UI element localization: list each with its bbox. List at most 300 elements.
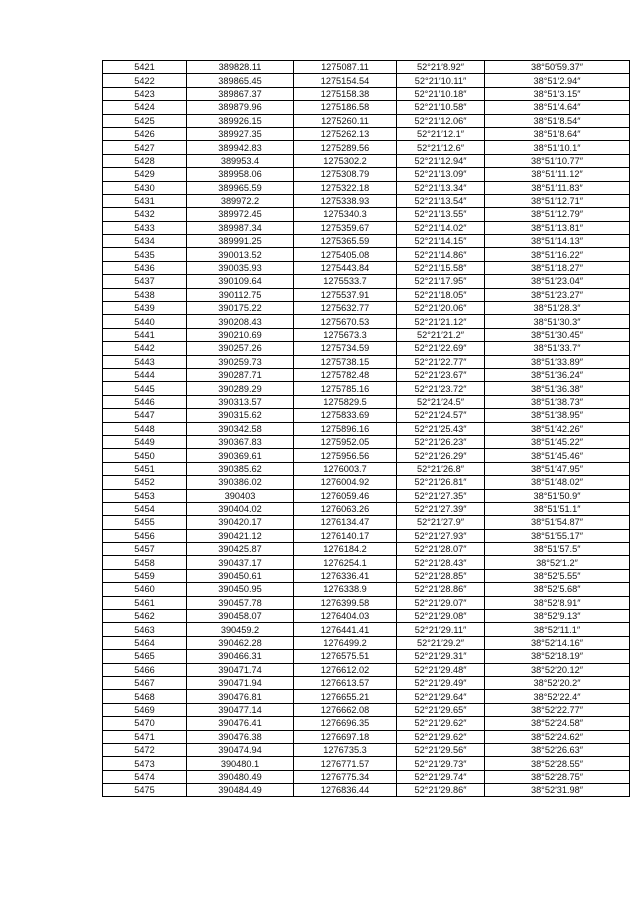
table-row: [103, 730, 630, 743]
table-row: [103, 610, 630, 623]
table-row: [103, 342, 630, 355]
table-row: [103, 181, 630, 194]
x-coordinate-cell: 389942.83: [187, 141, 294, 154]
y-coordinate-cell: 1275340.3: [294, 208, 397, 221]
x-coordinate-cell: 390112.75: [187, 288, 294, 301]
latitude-cell: 52°21′27.9″: [397, 516, 485, 529]
x-coordinate-cell: 389972.2: [187, 194, 294, 207]
x-coordinate-cell: 389879.96: [187, 101, 294, 114]
table-row: [103, 556, 630, 569]
x-coordinate-cell: 390013.52: [187, 248, 294, 261]
longitude-cell: 38°51′3.15″: [485, 87, 630, 100]
x-coordinate-cell: 390315.62: [187, 409, 294, 422]
point-number-cell: 5442: [103, 342, 187, 355]
point-number-cell: 5421: [103, 61, 187, 74]
point-number-cell: 5463: [103, 623, 187, 636]
x-coordinate-cell: 389926.15: [187, 114, 294, 127]
y-coordinate-cell: 1276775.34: [294, 770, 397, 783]
latitude-cell: 52°21′29.08″: [397, 610, 485, 623]
longitude-cell: 38°51′4.64″: [485, 101, 630, 114]
table-row: [103, 382, 630, 395]
y-coordinate-cell: 1275289.56: [294, 141, 397, 154]
point-number-cell: 5460: [103, 583, 187, 596]
table-row: [103, 395, 630, 408]
latitude-cell: 52°21′29.73″: [397, 757, 485, 770]
table-row: [103, 489, 630, 502]
table-row: [103, 583, 630, 596]
y-coordinate-cell: 1275785.16: [294, 382, 397, 395]
table-row: [103, 168, 630, 181]
longitude-cell: 38°50′59.37″: [485, 61, 630, 74]
point-number-cell: 5446: [103, 395, 187, 408]
table-row: [103, 757, 630, 770]
longitude-cell: 38°51′42.26″: [485, 422, 630, 435]
y-coordinate-cell: 1276612.02: [294, 663, 397, 676]
table-row: [103, 449, 630, 462]
longitude-cell: 38°51′12.71″: [485, 194, 630, 207]
table-row: [103, 676, 630, 689]
latitude-cell: 52°21′29.64″: [397, 690, 485, 703]
table-row: [103, 288, 630, 301]
latitude-cell: 52°21′22.69″: [397, 342, 485, 355]
x-coordinate-cell: 390210.69: [187, 328, 294, 341]
table-row: [103, 194, 630, 207]
longitude-cell: 38°52′5.55″: [485, 569, 630, 582]
y-coordinate-cell: 1276063.26: [294, 502, 397, 515]
y-coordinate-cell: 1276655.21: [294, 690, 397, 703]
latitude-cell: 52°21′14.02″: [397, 221, 485, 234]
table-row: [103, 409, 630, 422]
longitude-cell: 38°51′28.3″: [485, 302, 630, 315]
point-number-cell: 5447: [103, 409, 187, 422]
x-coordinate-cell: 390289.29: [187, 382, 294, 395]
point-number-cell: 5449: [103, 435, 187, 448]
latitude-cell: 52°21′22.77″: [397, 355, 485, 368]
latitude-cell: 52°21′24.57″: [397, 409, 485, 422]
table-row: [103, 114, 630, 127]
longitude-cell: 38°51′45.46″: [485, 449, 630, 462]
latitude-cell: 52°21′29.11″: [397, 623, 485, 636]
x-coordinate-cell: 390420.17: [187, 516, 294, 529]
table-row: [103, 275, 630, 288]
table-row: [103, 569, 630, 582]
latitude-cell: 52°21′29.49″: [397, 676, 485, 689]
x-coordinate-cell: 390259.73: [187, 355, 294, 368]
y-coordinate-cell: 1275670.53: [294, 315, 397, 328]
y-coordinate-cell: 1275896.16: [294, 422, 397, 435]
y-coordinate-cell: 1276613.57: [294, 676, 397, 689]
latitude-cell: 52°21′25.43″: [397, 422, 485, 435]
y-coordinate-cell: 1276499.2: [294, 636, 397, 649]
latitude-cell: 52°21′12.6″: [397, 141, 485, 154]
latitude-cell: 52°21′27.39″: [397, 502, 485, 515]
point-number-cell: 5430: [103, 181, 187, 194]
y-coordinate-cell: 1275405.08: [294, 248, 397, 261]
longitude-cell: 38°51′50.9″: [485, 489, 630, 502]
y-coordinate-cell: 1275632.77: [294, 302, 397, 315]
point-number-cell: 5456: [103, 529, 187, 542]
table-row: [103, 636, 630, 649]
x-coordinate-cell: 390386.02: [187, 476, 294, 489]
longitude-cell: 38°51′13.81″: [485, 221, 630, 234]
y-coordinate-cell: 1276399.58: [294, 596, 397, 609]
latitude-cell: 52°21′8.92″: [397, 61, 485, 74]
y-coordinate-cell: 1275782.48: [294, 368, 397, 381]
latitude-cell: 52°21′29.31″: [397, 650, 485, 663]
x-coordinate-cell: 389865.45: [187, 74, 294, 87]
latitude-cell: 52°21′13.54″: [397, 194, 485, 207]
point-number-cell: 5440: [103, 315, 187, 328]
x-coordinate-cell: 390474.94: [187, 743, 294, 756]
point-number-cell: 5435: [103, 248, 187, 261]
x-coordinate-cell: 390342.58: [187, 422, 294, 435]
x-coordinate-cell: 390404.02: [187, 502, 294, 515]
table-row: [103, 690, 630, 703]
point-number-cell: 5465: [103, 650, 187, 663]
table-row: [103, 663, 630, 676]
x-coordinate-cell: 389987.34: [187, 221, 294, 234]
longitude-cell: 38°52′22.77″: [485, 703, 630, 716]
point-number-cell: 5433: [103, 221, 187, 234]
longitude-cell: 38°52′28.75″: [485, 770, 630, 783]
y-coordinate-cell: 1276134.47: [294, 516, 397, 529]
x-coordinate-cell: 390462.28: [187, 636, 294, 649]
table-row: [103, 127, 630, 140]
longitude-cell: 38°51′36.38″: [485, 382, 630, 395]
table-row: [103, 596, 630, 609]
point-number-cell: 5443: [103, 355, 187, 368]
point-number-cell: 5462: [103, 610, 187, 623]
point-number-cell: 5468: [103, 690, 187, 703]
table-row: [103, 623, 630, 636]
point-number-cell: 5453: [103, 489, 187, 502]
longitude-cell: 38°51′23.04″: [485, 275, 630, 288]
y-coordinate-cell: 1275833.69: [294, 409, 397, 422]
y-coordinate-cell: 1276184.2: [294, 543, 397, 556]
longitude-cell: 38°52′18.19″: [485, 650, 630, 663]
table-row: [103, 703, 630, 716]
x-coordinate-cell: 390109.64: [187, 275, 294, 288]
latitude-cell: 52°21′18.05″: [397, 288, 485, 301]
table-row: [103, 302, 630, 315]
longitude-cell: 38°51′57.5″: [485, 543, 630, 556]
y-coordinate-cell: 1276575.51: [294, 650, 397, 663]
latitude-cell: 52°21′21.2″: [397, 328, 485, 341]
table-row: [103, 221, 630, 234]
longitude-cell: 38°51′38.95″: [485, 409, 630, 422]
y-coordinate-cell: 1276059.46: [294, 489, 397, 502]
x-coordinate-cell: 390476.41: [187, 717, 294, 730]
point-number-cell: 5467: [103, 676, 187, 689]
x-coordinate-cell: 389953.4: [187, 154, 294, 167]
table-row: [103, 87, 630, 100]
y-coordinate-cell: 1275956.56: [294, 449, 397, 462]
point-number-cell: 5441: [103, 328, 187, 341]
y-coordinate-cell: 1276696.35: [294, 717, 397, 730]
latitude-cell: 52°21′26.29″: [397, 449, 485, 462]
x-coordinate-cell: 390208.43: [187, 315, 294, 328]
y-coordinate-cell: 1276771.57: [294, 757, 397, 770]
point-number-cell: 5434: [103, 235, 187, 248]
point-number-cell: 5473: [103, 757, 187, 770]
x-coordinate-cell: 390477.14: [187, 703, 294, 716]
x-coordinate-cell: 390457.78: [187, 596, 294, 609]
longitude-cell: 38°52′1.2″: [485, 556, 630, 569]
longitude-cell: 38°52′14.16″: [485, 636, 630, 649]
longitude-cell: 38°51′10.1″: [485, 141, 630, 154]
point-number-cell: 5452: [103, 476, 187, 489]
point-number-cell: 5464: [103, 636, 187, 649]
latitude-cell: 52°21′29.2″: [397, 636, 485, 649]
y-coordinate-cell: 1276140.17: [294, 529, 397, 542]
y-coordinate-cell: 1275338.93: [294, 194, 397, 207]
x-coordinate-cell: 390459.2: [187, 623, 294, 636]
y-coordinate-cell: 1275734.59: [294, 342, 397, 355]
longitude-cell: 38°51′47.95″: [485, 462, 630, 475]
latitude-cell: 52°21′15.58″: [397, 261, 485, 274]
longitude-cell: 38°51′23.27″: [485, 288, 630, 301]
point-number-cell: 5438: [103, 288, 187, 301]
point-number-cell: 5466: [103, 663, 187, 676]
x-coordinate-cell: 390480.1: [187, 757, 294, 770]
y-coordinate-cell: 1276004.92: [294, 476, 397, 489]
longitude-cell: 38°52′20.2″: [485, 676, 630, 689]
x-coordinate-cell: 389927.35: [187, 127, 294, 140]
longitude-cell: 38°52′28.55″: [485, 757, 630, 770]
point-number-cell: 5422: [103, 74, 187, 87]
longitude-cell: 38°52′24.62″: [485, 730, 630, 743]
latitude-cell: 52°21′20.06″: [397, 302, 485, 315]
y-coordinate-cell: 1275952.05: [294, 435, 397, 448]
point-number-cell: 5444: [103, 368, 187, 381]
x-coordinate-cell: 390369.61: [187, 449, 294, 462]
table-row: [103, 462, 630, 475]
x-coordinate-cell: 390476.38: [187, 730, 294, 743]
point-number-cell: 5445: [103, 382, 187, 395]
latitude-cell: 52°21′29.86″: [397, 784, 485, 797]
x-coordinate-cell: 390484.49: [187, 784, 294, 797]
coordinates-table-body: [103, 61, 630, 797]
latitude-cell: 52°21′27.93″: [397, 529, 485, 542]
x-coordinate-cell: 390367.83: [187, 435, 294, 448]
longitude-cell: 38°51′33.7″: [485, 342, 630, 355]
y-coordinate-cell: 1275186.58: [294, 101, 397, 114]
longitude-cell: 38°51′14.13″: [485, 235, 630, 248]
latitude-cell: 52°21′13.34″: [397, 181, 485, 194]
x-coordinate-cell: 390450.61: [187, 569, 294, 582]
point-number-cell: 5472: [103, 743, 187, 756]
x-coordinate-cell: 390437.17: [187, 556, 294, 569]
longitude-cell: 38°51′30.3″: [485, 315, 630, 328]
longitude-cell: 38°52′26.63″: [485, 743, 630, 756]
x-coordinate-cell: 390385.62: [187, 462, 294, 475]
y-coordinate-cell: 1275443.84: [294, 261, 397, 274]
latitude-cell: 52°21′14.15″: [397, 235, 485, 248]
table-row: [103, 328, 630, 341]
y-coordinate-cell: 1276662.08: [294, 703, 397, 716]
table-row: [103, 743, 630, 756]
latitude-cell: 52°21′10.18″: [397, 87, 485, 100]
longitude-cell: 38°51′45.22″: [485, 435, 630, 448]
x-coordinate-cell: 390458.07: [187, 610, 294, 623]
x-coordinate-cell: 390466.31: [187, 650, 294, 663]
y-coordinate-cell: 1275262.13: [294, 127, 397, 140]
y-coordinate-cell: 1275322.18: [294, 181, 397, 194]
x-coordinate-cell: 389965.59: [187, 181, 294, 194]
point-number-cell: 5450: [103, 449, 187, 462]
table-row: [103, 248, 630, 261]
y-coordinate-cell: 1275533.7: [294, 275, 397, 288]
longitude-cell: 38°51′11.83″: [485, 181, 630, 194]
point-number-cell: 5470: [103, 717, 187, 730]
longitude-cell: 38°51′36.24″: [485, 368, 630, 381]
point-number-cell: 5471: [103, 730, 187, 743]
latitude-cell: 52°21′24.5″: [397, 395, 485, 408]
table-row: [103, 422, 630, 435]
latitude-cell: 52°21′23.72″: [397, 382, 485, 395]
table-row: [103, 141, 630, 154]
x-coordinate-cell: 390480.49: [187, 770, 294, 783]
x-coordinate-cell: 390287.71: [187, 368, 294, 381]
y-coordinate-cell: 1275829.5: [294, 395, 397, 408]
y-coordinate-cell: 1276836.44: [294, 784, 397, 797]
point-number-cell: 5425: [103, 114, 187, 127]
point-number-cell: 5454: [103, 502, 187, 515]
latitude-cell: 52°21′27.35″: [397, 489, 485, 502]
longitude-cell: 38°51′10.77″: [485, 154, 630, 167]
point-number-cell: 5459: [103, 569, 187, 582]
point-number-cell: 5469: [103, 703, 187, 716]
latitude-cell: 52°21′14.86″: [397, 248, 485, 261]
y-coordinate-cell: 1275738.15: [294, 355, 397, 368]
table-row: [103, 101, 630, 114]
x-coordinate-cell: 389972.45: [187, 208, 294, 221]
y-coordinate-cell: 1276735.3: [294, 743, 397, 756]
x-coordinate-cell: 390257.26: [187, 342, 294, 355]
table-row: [103, 543, 630, 556]
x-coordinate-cell: 389991.25: [187, 235, 294, 248]
x-coordinate-cell: 389958.06: [187, 168, 294, 181]
latitude-cell: 52°21′29.07″: [397, 596, 485, 609]
longitude-cell: 38°52′20.12″: [485, 663, 630, 676]
table-row: [103, 717, 630, 730]
longitude-cell: 38°51′16.22″: [485, 248, 630, 261]
longitude-cell: 38°52′9.13″: [485, 610, 630, 623]
table-row: [103, 650, 630, 663]
y-coordinate-cell: 1275154.54: [294, 74, 397, 87]
y-coordinate-cell: 1276338.9: [294, 583, 397, 596]
y-coordinate-cell: 1275302.2: [294, 154, 397, 167]
point-number-cell: 5474: [103, 770, 187, 783]
x-coordinate-cell: 390471.94: [187, 676, 294, 689]
latitude-cell: 52°21′26.81″: [397, 476, 485, 489]
longitude-cell: 38°51′18.27″: [485, 261, 630, 274]
point-number-cell: 5475: [103, 784, 187, 797]
point-number-cell: 5457: [103, 543, 187, 556]
document-page: [102, 60, 629, 797]
latitude-cell: 52°21′28.85″: [397, 569, 485, 582]
point-number-cell: 5429: [103, 168, 187, 181]
point-number-cell: 5431: [103, 194, 187, 207]
x-coordinate-cell: 390425.87: [187, 543, 294, 556]
x-coordinate-cell: 389867.37: [187, 87, 294, 100]
point-number-cell: 5426: [103, 127, 187, 140]
y-coordinate-cell: 1275673.3: [294, 328, 397, 341]
longitude-cell: 38°52′11.1″: [485, 623, 630, 636]
longitude-cell: 38°52′22.4″: [485, 690, 630, 703]
latitude-cell: 52°21′26.8″: [397, 462, 485, 475]
y-coordinate-cell: 1275537.91: [294, 288, 397, 301]
latitude-cell: 52°21′26.23″: [397, 435, 485, 448]
latitude-cell: 52°21′28.43″: [397, 556, 485, 569]
y-coordinate-cell: 1275308.79: [294, 168, 397, 181]
longitude-cell: 38°52′5.68″: [485, 583, 630, 596]
longitude-cell: 38°51′55.17″: [485, 529, 630, 542]
latitude-cell: 52°21′29.56″: [397, 743, 485, 756]
point-number-cell: 5437: [103, 275, 187, 288]
latitude-cell: 52°21′12.94″: [397, 154, 485, 167]
coordinates-table: [102, 60, 630, 797]
x-coordinate-cell: 390313.57: [187, 395, 294, 408]
longitude-cell: 38°51′51.1″: [485, 502, 630, 515]
table-row: [103, 502, 630, 515]
point-number-cell: 5432: [103, 208, 187, 221]
table-row: [103, 770, 630, 783]
latitude-cell: 52°21′29.62″: [397, 717, 485, 730]
point-number-cell: 5428: [103, 154, 187, 167]
table-row: [103, 154, 630, 167]
y-coordinate-cell: 1276441.41: [294, 623, 397, 636]
point-number-cell: 5455: [103, 516, 187, 529]
table-row: [103, 261, 630, 274]
x-coordinate-cell: 390035.93: [187, 261, 294, 274]
y-coordinate-cell: 1276697.18: [294, 730, 397, 743]
y-coordinate-cell: 1276404.03: [294, 610, 397, 623]
latitude-cell: 52°21′29.65″: [397, 703, 485, 716]
table-row: [103, 315, 630, 328]
table-row: [103, 476, 630, 489]
longitude-cell: 38°51′8.64″: [485, 127, 630, 140]
y-coordinate-cell: 1276003.7: [294, 462, 397, 475]
y-coordinate-cell: 1276336.41: [294, 569, 397, 582]
longitude-cell: 38°51′2.94″: [485, 74, 630, 87]
x-coordinate-cell: 390450.95: [187, 583, 294, 596]
latitude-cell: 52°21′10.58″: [397, 101, 485, 114]
y-coordinate-cell: 1275158.38: [294, 87, 397, 100]
longitude-cell: 38°51′30.45″: [485, 328, 630, 341]
point-number-cell: 5436: [103, 261, 187, 274]
x-coordinate-cell: 390175.22: [187, 302, 294, 315]
point-number-cell: 5439: [103, 302, 187, 315]
latitude-cell: 52°21′13.09″: [397, 168, 485, 181]
latitude-cell: 52°21′29.62″: [397, 730, 485, 743]
latitude-cell: 52°21′12.1″: [397, 127, 485, 140]
latitude-cell: 52°21′21.12″: [397, 315, 485, 328]
latitude-cell: 52°21′10.11″: [397, 74, 485, 87]
longitude-cell: 38°51′38.73″: [485, 395, 630, 408]
point-number-cell: 5427: [103, 141, 187, 154]
latitude-cell: 52°21′17.95″: [397, 275, 485, 288]
point-number-cell: 5424: [103, 101, 187, 114]
latitude-cell: 52°21′12.06″: [397, 114, 485, 127]
point-number-cell: 5451: [103, 462, 187, 475]
x-coordinate-cell: 389828.11: [187, 61, 294, 74]
latitude-cell: 52°21′28.07″: [397, 543, 485, 556]
longitude-cell: 38°52′8.91″: [485, 596, 630, 609]
table-row: [103, 529, 630, 542]
y-coordinate-cell: 1275087.11: [294, 61, 397, 74]
y-coordinate-cell: 1275260.11: [294, 114, 397, 127]
